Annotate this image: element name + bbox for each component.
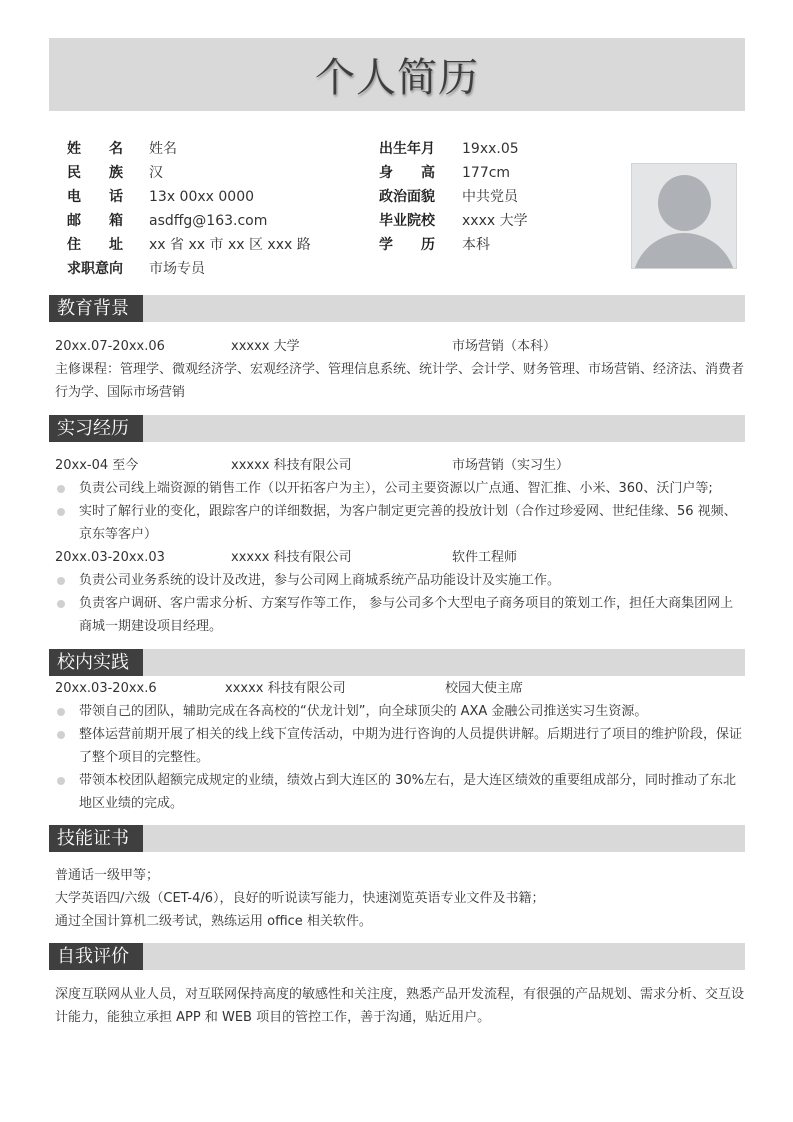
info-label: 姓 名 xyxy=(67,141,123,157)
entry-role: 软件工程师 xyxy=(452,550,518,565)
info-row-school xyxy=(379,209,528,233)
personal-info-left xyxy=(67,137,311,281)
info-value: 13x 00xx 0000 xyxy=(149,189,255,205)
avatar-head-shape xyxy=(658,175,711,231)
info-label: 邮 箱 xyxy=(67,213,123,229)
courses-text: 主修课程：管理学、微观经济学、宏观经济学、管理信息系统、统计学、会计学、财务管理、市场营销、经济法、消费者行为学、国际市场营销 xyxy=(55,362,745,400)
internship-entry-head xyxy=(55,546,745,569)
info-row-objective xyxy=(67,257,311,281)
section-title: 教育背景 xyxy=(49,295,143,322)
entry-company: xxxxx 科技有限公司 xyxy=(231,458,352,473)
entry-role: 校园大使主席 xyxy=(445,681,524,696)
info-value: 姓名 xyxy=(149,141,177,157)
skill-line: 通过全国计算机二级考试，熟练运用 office 相关软件。 xyxy=(55,914,372,929)
info-label: 求职意向 xyxy=(67,261,123,277)
list-item: 带领本校团队超额完成规定的业绩，绩效占到大连区的 30%左右，是大连区绩效的重要组成部分，同时推动了东北地区业绩的完成。 xyxy=(55,769,745,815)
section-header-campus xyxy=(49,649,745,676)
section-title: 自我评价 xyxy=(49,943,143,970)
info-value: 19xx.05 xyxy=(462,141,519,157)
skill-line: 大学英语四/六级（CET-4/6），良好的听说读写能力，快速浏览英语专业文件及书籍； xyxy=(55,891,545,906)
section-header-skills xyxy=(49,825,745,852)
bullet-list xyxy=(55,700,745,815)
skill-line: 普通话一级甲等； xyxy=(55,868,160,883)
education-content xyxy=(55,335,745,404)
list-item: 整体运营前期开展了相关的线上线下宣传活动，中期为进行咨询的人员提供讲解。后期进行了项目的维护阶段，保证了整个项目的完整性。 xyxy=(55,723,745,769)
self-eval-text: 深度互联网从业人员，对互联网保持高度的敏感性和关注度，熟悉产品开发流程，有很强的产品规划、需求分析、交互设计能力，能独立承担 APP 和 WEB 项目的管控工作，善于沟通，贴近用户。 xyxy=(55,987,745,1025)
list-item: 负责客户调研、客户需求分析、方案写作等工作， 参与公司多个大型电子商务项目的策划工作，担任大商集团网上商城一期建设项目经理。 xyxy=(55,592,745,638)
info-value: 汉 xyxy=(149,165,163,181)
section-header-internship xyxy=(49,415,745,442)
internship-entry-head xyxy=(55,454,745,477)
entry-date: 20xx.07-20xx.06 xyxy=(55,339,165,354)
title-banner xyxy=(49,38,745,111)
bullet-list xyxy=(55,569,745,638)
info-label: 住 址 xyxy=(67,237,123,253)
info-row-ethnicity xyxy=(67,161,311,185)
info-row-height xyxy=(379,161,528,185)
info-label: 学 历 xyxy=(379,237,435,253)
info-value: asdffg@163.com xyxy=(149,213,268,229)
entry-date: 20xx.03-20xx.03 xyxy=(55,550,165,565)
list-item: 负责公司业务系统的设计及改进，参与公司网上商城系统产品功能设计及实施工作。 xyxy=(55,569,745,592)
entry-date: 20xx.03-20xx.6 xyxy=(55,681,157,696)
info-label: 出生年月 xyxy=(379,141,435,157)
entry-date: 20xx-04 至今 xyxy=(55,458,139,473)
info-value: 中共党员 xyxy=(462,189,518,205)
avatar-placeholder-icon xyxy=(631,163,737,269)
internship-content xyxy=(55,454,745,638)
info-value: 市场专员 xyxy=(149,261,205,277)
info-label: 身 高 xyxy=(379,165,435,181)
list-item: 带领自己的团队，辅助完成在各高校的“伏龙计划”，向全球顶尖的 AXA 金融公司推送实习生资源。 xyxy=(55,700,745,723)
section-title: 实习经历 xyxy=(49,415,143,442)
section-header-self-eval xyxy=(49,943,745,970)
list-item: 负责公司线上端资源的销售工作（以开拓客户为主），公司主要资源以广点通、智汇推、小米、360、沃门户等; xyxy=(55,477,745,500)
info-row-address xyxy=(67,233,311,257)
entry-role: 市场营销（实习生） xyxy=(452,458,570,473)
personal-info-right xyxy=(379,137,528,257)
info-label: 电 话 xyxy=(67,189,123,205)
info-row-birth xyxy=(379,137,528,161)
info-value: 本科 xyxy=(462,237,490,253)
entry-major: 市场营销（本科） xyxy=(452,339,557,354)
avatar-body-shape xyxy=(632,233,736,269)
section-title: 技能证书 xyxy=(49,825,143,852)
self-eval-content xyxy=(55,983,745,1029)
section-header-education xyxy=(49,295,745,322)
list-item: 实时了解行业的变化，跟踪客户的详细数据，为客户制定更完善的投放计划（合作过珍爱网、世纪佳缘、56 视频、京东等客户） xyxy=(55,500,745,546)
entry-company: xxxxx 科技有限公司 xyxy=(225,681,346,696)
section-title: 校内实践 xyxy=(49,649,143,676)
info-value: xxxx 大学 xyxy=(462,213,528,229)
page-title: 个人简历 xyxy=(315,55,479,101)
info-value: xx 省 xx 市 xx 区 xxx 路 xyxy=(149,237,311,253)
info-row-political xyxy=(379,185,528,209)
campus-entry-head xyxy=(55,677,745,700)
info-value: 177cm xyxy=(462,165,511,181)
info-label: 政治面貌 xyxy=(379,189,435,205)
info-label: 毕业院校 xyxy=(379,213,435,229)
info-label: 民 族 xyxy=(67,165,123,181)
campus-content xyxy=(55,677,745,815)
education-entry xyxy=(55,335,745,358)
entry-school: xxxxx 大学 xyxy=(231,339,300,354)
info-row-email xyxy=(67,209,311,233)
info-row-phone xyxy=(67,185,311,209)
info-row-degree xyxy=(379,233,528,257)
info-row-name xyxy=(67,137,311,161)
entry-company: xxxxx 科技有限公司 xyxy=(231,550,352,565)
skills-content xyxy=(55,864,745,933)
bullet-list xyxy=(55,477,745,546)
